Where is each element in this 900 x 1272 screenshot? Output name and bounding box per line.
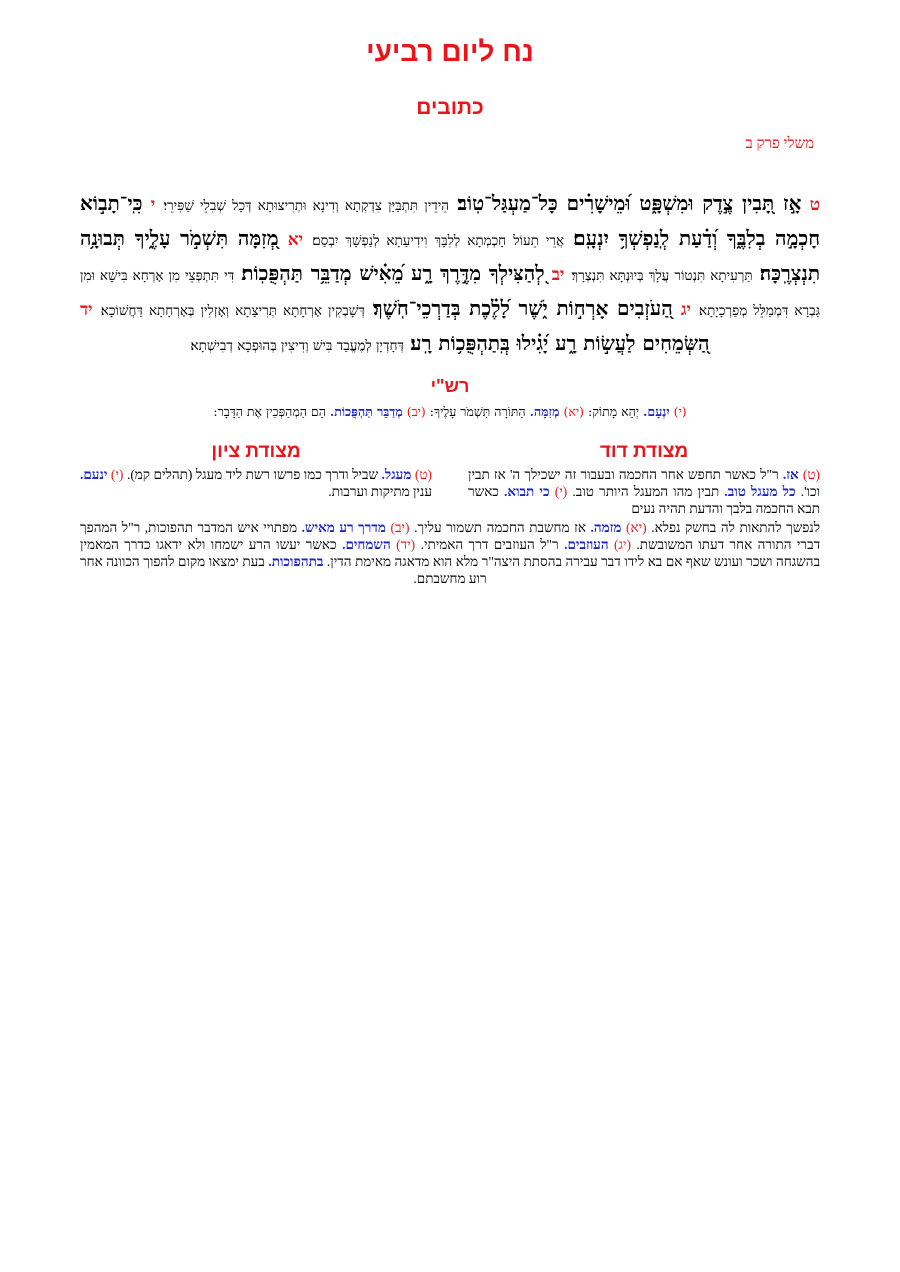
targum-text: הֵידֵין תִּתְבַּיַּן צִדְקְתָא וְדִינָא וּתְרִיצוּתָא דְּכָל שְׁבִלֵי שַׁפִּירֵי׃	[163, 198, 450, 214]
section-title: כתובים	[416, 96, 484, 119]
metzudat-david-item-headword: מדרך רע מאיש.	[301, 520, 386, 535]
metzudat-tzion-title: מצודת ציון	[211, 441, 301, 462]
metzudat-tzion-item-ref: (ט)	[414, 467, 432, 482]
metzudat-tzion-text	[80, 466, 432, 500]
metzudat-tzion-item-text: ענין מתיקות וערבות.	[328, 484, 432, 499]
metzudat-david-item-text: מפתויי איש המדבר תהפוכות, ר"ל המהפך דברי התורה אחר דעתו המשובשת.	[80, 520, 821, 552]
commentary-area	[80, 443, 820, 587]
page	[80, 0, 820, 587]
metzudat-david-item-text: כאשר יעשו הרע ישמחו ולא ידאגו כדרך המאמין בהשגחה ושכר ועונש שאף אם בא לידו דבר עבירה בהסתת היצה"ר מלא הוא מדאגה מאימת הדין.	[80, 537, 821, 569]
verse-text: מְ֭זִמָּה תִּשְׁמֹ֣ר עָלֶ֑יךָ תְּבוּנָ֥ה תִנְצְרֶֽכָּה׃	[80, 226, 821, 285]
metzudat-david-item-headword: השמחים.	[342, 537, 391, 552]
verse-number: י	[150, 195, 156, 215]
metzudat-david-item-headword: מזמה.	[590, 520, 622, 535]
metzudat-david-item-text: לנפשך להתאות לה בחשק נפלא.	[651, 520, 821, 535]
metzudat-david-item-ref: (יב)	[390, 520, 410, 535]
metzudat-david-item-text: תבין מהו המעגל היותר טוב.	[572, 484, 720, 499]
rashi-item-text: הַתּוֹרָה תִּשְׁמֹר עָלֶיךָ:	[429, 404, 526, 419]
verse-text: הַ֭עֹזְבִים אָרְח֣וֹת יֹ֑שֶׁר לָ֝לֶ֗כֶת בְּדַרְכֵי־חֹֽשֶׁךְ׃	[372, 296, 673, 320]
verse-number: ט	[809, 195, 821, 215]
metzudat-david-item-ref: (יא)	[626, 520, 647, 535]
metzudat-david-item-text: כאשר תבא החכמה בלבך והדעת תהיה נעים	[468, 484, 820, 516]
metzudat-david-item-headword: העוזבים.	[564, 537, 609, 552]
verses-block	[80, 187, 820, 362]
rashi-commentary	[80, 403, 820, 421]
verse-text: הַ֭שְּׂמֵחִים לַעֲשׂ֣וֹת רָ֑ע יָ֝גִ֗ילוּ בְּֽתַהְפֻּכ֥וֹת רָֽע׃	[410, 331, 710, 355]
metzudat-david-item-ref: (ט)	[802, 467, 821, 482]
rashi-item-ref: (י)	[673, 404, 687, 419]
targum-text: דְּשָׁבְקִין אָרְחָתָא תְּרִיצָתָא וְאָזְלִין בְּאָרְחָתָא דַּחֲשׁוֹכָא׃	[100, 303, 365, 319]
rashi-item-text: הֵם הַמְהַפְּכִין אֶת הַדָּבָר:	[213, 404, 326, 419]
metzudat-david-item-headword: בתהפוכות.	[268, 554, 324, 569]
targum-text: דְּחָדְיָן לְמֶעֱבַד בִּישׁ וְדִיצִין בְּהוּפְכָא דְבִישְׁתָא׃	[190, 338, 404, 354]
metzudat-david-item-text: בעת ימצאו מקום להפוך הכוונה אחר רוע מחשבתם.	[80, 554, 487, 586]
chapter-reference: משלי פרק ב	[745, 136, 814, 152]
rashi-item-headword: מְזִמָּה.	[529, 404, 560, 419]
metzudat-david-column	[468, 443, 820, 517]
metzudat-tzion-item-headword: ינעם.	[80, 467, 108, 482]
rashi-item-ref: (יא)	[563, 404, 584, 419]
verse-number: יג	[680, 300, 691, 320]
verse-number: יב	[551, 265, 565, 285]
metzudat-david-item-ref: (י)	[554, 484, 568, 499]
verse-number: יד	[80, 300, 93, 320]
rashi-item-headword: מְדַבֵּר תַּהְפֻּכוֹת.	[329, 404, 403, 419]
targum-text: דִּי תִּתְפְּצֵי מִן אָרְחָא בִּישָׁא וּמִן גַּבְרָא דִּמְמַלֵּל מְפַרְכָיָתָא׃	[80, 268, 821, 319]
metzudat-david-item-ref: (יג)	[614, 537, 631, 552]
metzudat-david-item-text: אז מחשבת החכמה תשמור עליך.	[414, 520, 586, 535]
metzudat-tzion-item-headword: מעגל.	[381, 467, 412, 482]
metzudat-david-item-headword: כל מעגל טוב.	[724, 484, 796, 499]
metzudat-tzion-item-text: שביל ודרך כמו פרשו רשת ליד מעגל (תהלים קמ).	[126, 467, 379, 482]
metzudat-tzion-item-ref: (י)	[110, 467, 124, 482]
metzudat-david-item-ref: (יד)	[396, 537, 416, 552]
targum-text: אֲרֵי תֵעוֹל חָכְמְתָא לְלִבָּךְ וִידִיעַתָא לְנַפְשָׁךְ יִבְסַם׃	[312, 233, 565, 249]
rashi-item-text: יְהֵא מָתוֹק:	[587, 404, 640, 419]
metzudat-david-text	[468, 466, 820, 517]
metzudat-david-item-headword: אז.	[782, 467, 799, 482]
metzudat-david-item-headword: כי תבוא.	[504, 484, 550, 499]
metzudat-tzion-column	[80, 443, 432, 517]
metzudat-david-item-text: ר"ל העוזבים דרך האמיתי.	[420, 537, 559, 552]
metzudat-david-item-text: ר"ל כאשר תחפש אחר החכמה ובעבור זה ישכילך ה' אז תבין וכו'.	[468, 467, 821, 499]
rashi-title: רש"י	[430, 376, 470, 396]
metzudat-david-continuation	[80, 519, 820, 587]
page-title: נח ליום רביעי	[366, 36, 534, 67]
rashi-item-headword: יִנְעָם.	[643, 404, 670, 419]
verse-text: כִּֽי־תָב֣וֹא חָכְמָ֣ה בְלִבֶּ֑ךָ וְ֝דַ֗עַת לְֽנַפְשְׁךָ֥ יִנְעָֽם׃	[80, 191, 821, 250]
verse-number: יא	[287, 230, 304, 250]
targum-text: תַּרְעִיתָא תִּנְטוֹר עֲלָךְ בְּיוּנְתָּא תִּנְצְרָךְ׃	[571, 268, 753, 284]
verse-text: לְ֭הַצִּילְךָ מִדֶּ֣רֶךְ רָ֑ע מֵ֝אִ֗ישׁ מְדַבֵּ֥ר תַּהְפֻּכֽוֹת׃	[241, 261, 545, 285]
verse-text: אָ֣ז תָּ֭בִין צֶ֣דֶק וּמִשְׁפָּ֑ט וּ֝מֵישָׁרִ֗ים כָּל־מַעְגַּל־טֽוֹב׃	[457, 191, 802, 215]
metzudat-david-title: מצודת דוד	[599, 441, 689, 462]
rashi-item-ref: (יב)	[406, 404, 426, 419]
